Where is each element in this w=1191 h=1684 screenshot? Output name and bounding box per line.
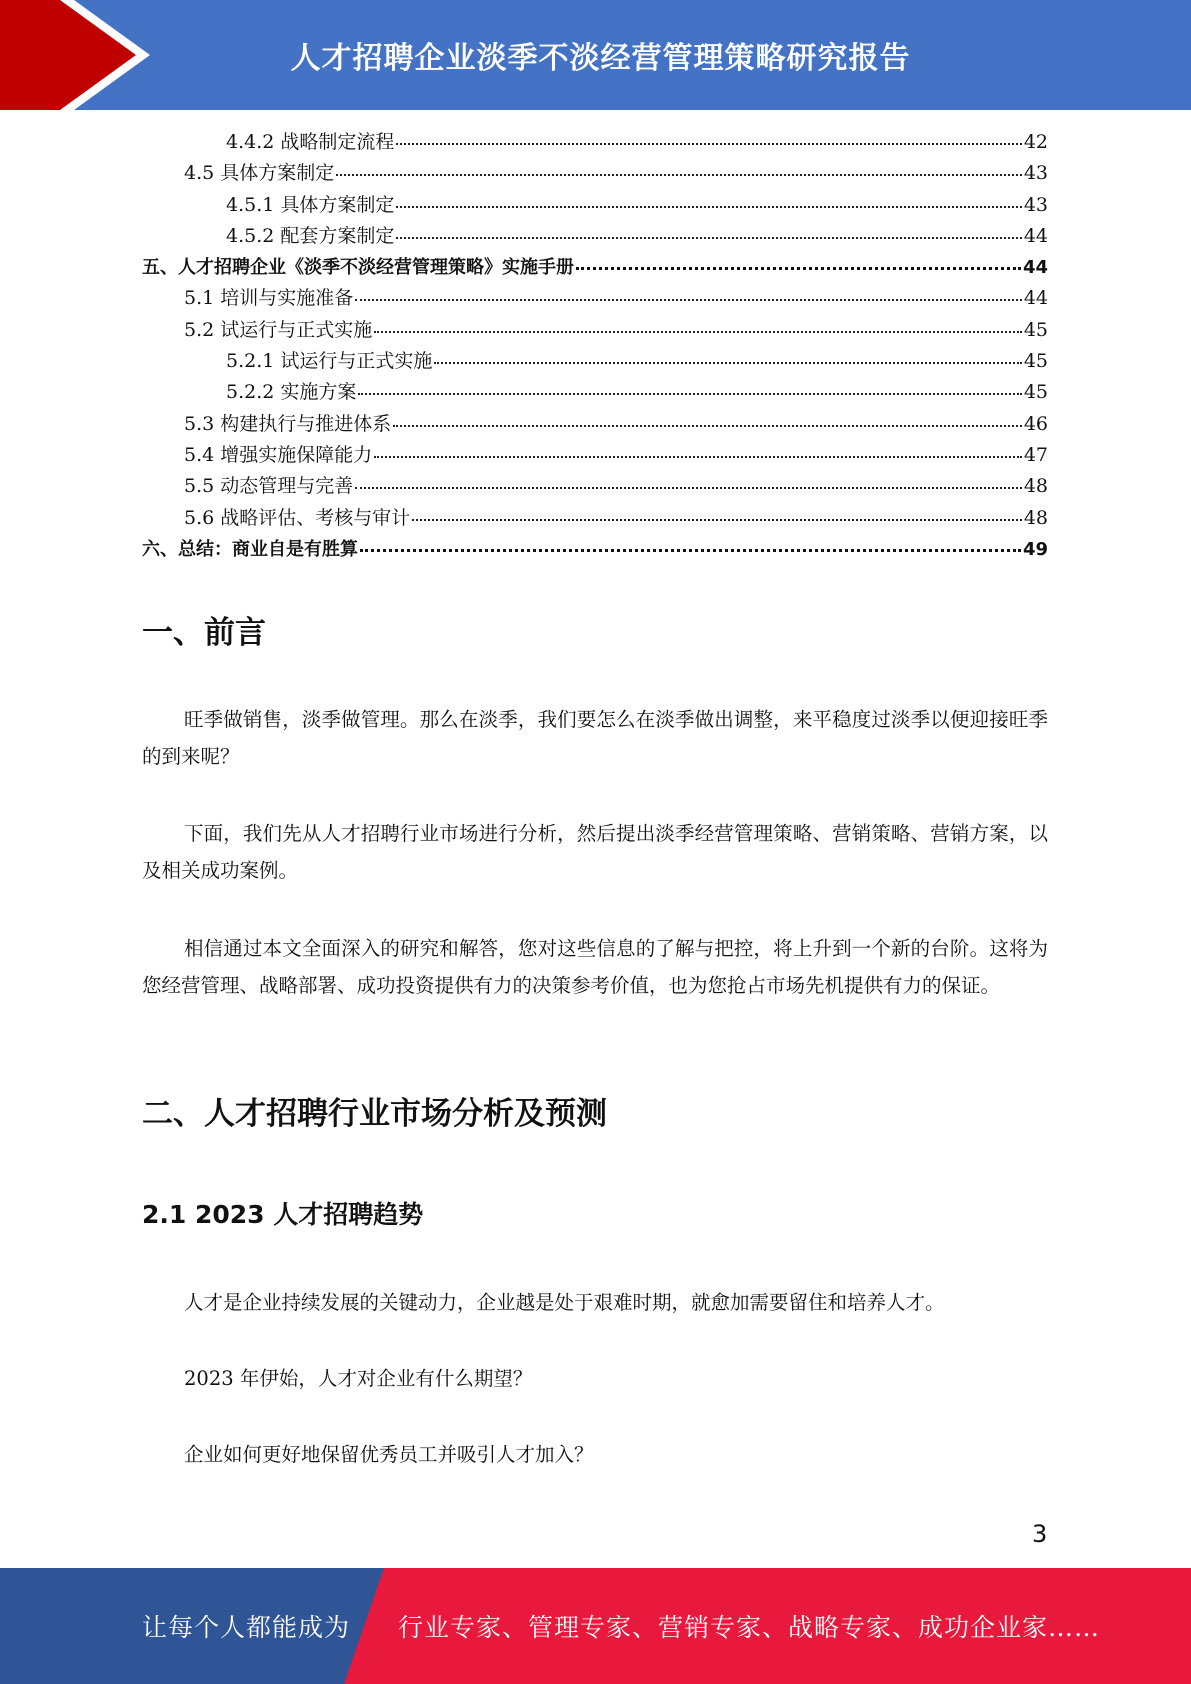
toc-leader-dots (355, 486, 1022, 489)
chevron-arrow-icon (0, 0, 160, 110)
page-header (0, 0, 1191, 110)
toc-leader-dots (336, 173, 1022, 176)
toc-entry-page: 45 (1023, 318, 1048, 341)
toc-entry-label: 5.1 培训与实施准备 (184, 287, 354, 310)
section-heading-preface: 一、前言 (142, 615, 266, 651)
toc-entry[interactable] (142, 377, 1048, 408)
toc-entry-page: 45 (1023, 381, 1048, 404)
toc-leader-dots (396, 236, 1021, 239)
toc-entry[interactable] (142, 158, 1048, 189)
paragraph: 2023 年伊始，人才对企业有什么期望？ (184, 1367, 533, 1390)
toc-entry-label: 五、人才招聘企业《淡季不淡经营管理策略》实施手册 (142, 257, 574, 279)
page-footer (0, 1568, 1191, 1684)
toc-leader-dots (360, 548, 1021, 552)
toc-leader-dots (374, 330, 1022, 333)
toc-entry-label: 5.3 构建执行与推进体系 (184, 412, 392, 435)
toc-entry[interactable] (142, 283, 1048, 314)
toc-leader-dots (412, 518, 1022, 521)
toc-entry[interactable] (142, 346, 1048, 377)
toc-entry-label: 5.2.1 试运行与正式实施 (226, 350, 433, 373)
paragraph: 旺季做销售，淡季做管理。那么在淡季，我们要怎么在淡季做出调整，来平稳度过淡季以便迎接旺季的到来呢？ (142, 708, 1048, 768)
toc-leader-dots (358, 392, 1021, 395)
toc-entry-label: 5.2 试运行与正式实施 (184, 318, 373, 341)
page-number: 3 (1032, 1520, 1048, 1548)
toc-entry-page: 43 (1023, 162, 1048, 185)
toc-entry[interactable] (142, 534, 1048, 565)
toc-entry-page: 47 (1023, 443, 1048, 466)
toc-entry-page: 45 (1023, 350, 1048, 373)
toc-entry-page: 44 (1022, 257, 1048, 279)
toc-entry[interactable] (142, 503, 1048, 534)
toc-leader-dots (396, 142, 1021, 145)
toc-entry[interactable] (142, 440, 1048, 471)
paragraph: 企业如何更好地保留优秀员工并吸引人才加入？ (184, 1443, 594, 1466)
toc-entry-label: 4.4.2 战略制定流程 (226, 131, 395, 153)
toc-entry-label: 5.2.2 实施方案 (226, 381, 357, 404)
toc-entry[interactable] (142, 409, 1048, 440)
toc-entry[interactable] (142, 471, 1048, 502)
toc-entry-label: 5.6 战略评估、考核与审计 (184, 506, 411, 529)
toc-entry-label: 4.5 具体方案制定 (184, 162, 335, 185)
toc-entry-label: 5.4 增强实施保障能力 (184, 443, 373, 466)
footer-slogan-right: 行业专家、管理专家、营销专家、战略专家、成功企业家…… (398, 1613, 1101, 1642)
toc-leader-dots (396, 205, 1021, 208)
toc-entry[interactable] (142, 221, 1048, 252)
toc-entry[interactable] (142, 127, 1048, 158)
toc-entry[interactable] (142, 315, 1048, 346)
footer-slogan-left: 让每个人都能成为 (142, 1613, 351, 1642)
toc-entry-page: 43 (1023, 193, 1048, 216)
toc-entry[interactable] (142, 190, 1048, 221)
toc-entry-label: 5.5 动态管理与完善 (184, 475, 354, 498)
toc-entry-page: 44 (1023, 224, 1048, 247)
toc-entry-page: 48 (1023, 475, 1048, 498)
toc-entry-label: 4.5.2 配套方案制定 (226, 224, 395, 247)
toc-entry-page: 49 (1022, 538, 1048, 560)
toc-leader-dots (355, 298, 1022, 301)
toc-entry[interactable] (142, 252, 1048, 283)
paragraph: 人才是企业持续发展的关键动力，企业越是处于艰难时期，就愈加需要留住和培养人才。 (184, 1291, 945, 1314)
toc-entry-label: 4.5.1 具体方案制定 (226, 193, 395, 216)
toc-entry-label: 六、总结：商业自是有胜算 (142, 538, 358, 560)
toc-leader-dots (393, 424, 1022, 427)
toc-entry-page: 44 (1023, 287, 1048, 310)
toc-leader-dots (374, 455, 1022, 458)
toc-leader-dots (434, 361, 1021, 364)
section-heading-market-analysis: 二、人才招聘行业市场分析及预测 (142, 1096, 607, 1132)
toc-entry-page: 46 (1023, 412, 1048, 435)
table-of-contents (142, 127, 1048, 565)
toc-entry-page: 48 (1023, 506, 1048, 529)
toc-leader-dots (576, 266, 1021, 270)
paragraph: 相信通过本文全面深入的研究和解答，您对这些信息的了解与把控，将上升到一个新的台阶。这将为您经营管理、战略部署、成功投资提供有力的决策参考价值，也为您抢占市场先机提供有力的保证。 (142, 937, 1048, 997)
header-title: 人才招聘企业淡季不淡经营管理策略研究报告 (290, 41, 911, 76)
paragraph: 下面，我们先从人才招聘行业市场进行分析，然后提出淡季经营管理策略、营销策略、营销方案，以及相关成功案例。 (142, 822, 1048, 882)
subsection-heading: 2.1 2023 人才招聘趋势 (142, 1200, 424, 1229)
toc-entry-page: 42 (1023, 131, 1048, 153)
